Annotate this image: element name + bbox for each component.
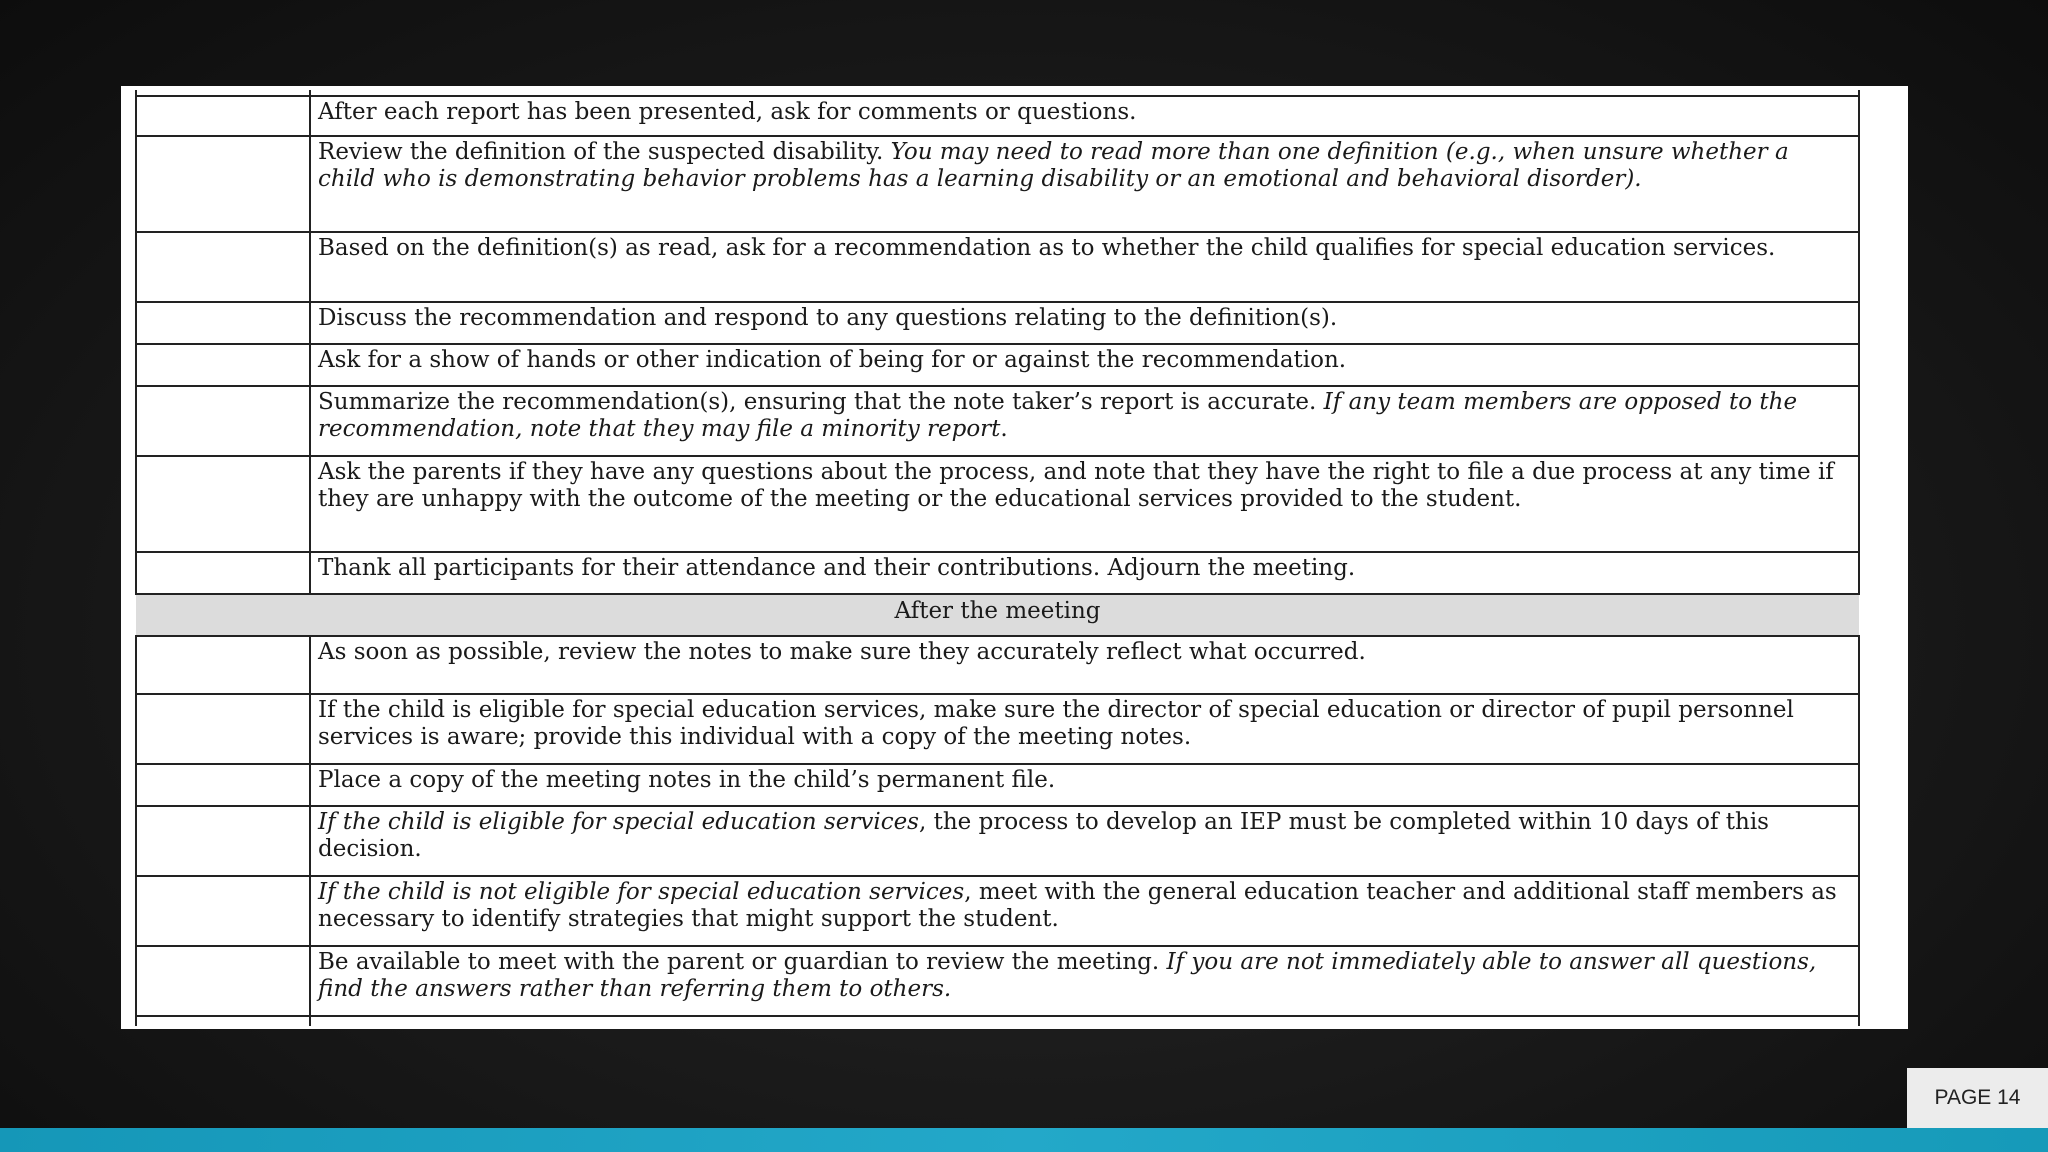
step-text-cell [310,232,1859,302]
step-text-cell [310,552,1859,594]
step-text-italic: If any team members are opposed to the recommendation, note that they may file a minority report [318,389,1798,442]
text-cell [310,1016,1859,1026]
step-text: Ask for a show of hands or other indication of being for or against the recommendation. [318,347,1347,373]
step-text-italic: If the child is not eligible for special education services [318,879,965,905]
step-text: Review the definition of the suspected disability. [318,139,891,165]
step-text-cell [310,876,1859,946]
step-text: Place a copy of the meeting notes in the child’s permanent file. [318,767,1056,793]
step-text-cell [310,694,1859,764]
table-row [136,386,1859,456]
checkbox-cell [136,136,310,232]
table-row [136,636,1859,694]
step-text-cell [310,302,1859,344]
checkbox-cell [136,302,310,344]
step-text: Summarize the recommendation(s), ensuring that the note taker’s report is accurate. [318,389,1324,415]
step-text: If the child is eligible for special education services, make sure the director of special education or director of pupil personnel services is aware; provide this individual with a copy of the meeting notes. [318,697,1794,750]
table-row [136,694,1859,764]
table-row [136,552,1859,594]
step-text: As soon as possible, review the notes to make sure they accurately reflect what occurred. [318,639,1366,665]
table-row [136,302,1859,344]
checkbox-cell [136,552,310,594]
step-text: After each report has been presented, ask for comments or questions. [318,99,1137,125]
step-text-cell [310,806,1859,876]
table-row [136,456,1859,552]
step-text: , meet with the general education teacher and additional staff members as necessary to identify strategies that might support the student. [318,879,1837,932]
checkbox-cell [136,96,310,136]
table-row [136,764,1859,806]
table-row [136,232,1859,302]
checkbox-cell [136,636,310,694]
step-text-cell [310,386,1859,456]
checkbox-cell [136,806,310,876]
checkbox-cell [136,764,310,806]
step-text-italic: You may need to read more than one definition (e.g., when unsure whether a child who is demonstrating behavior problems has a learning disability or an emotional and behavioral disorder). [318,139,1789,192]
step-text-cell [310,946,1859,1016]
section-header-cell [136,594,1859,636]
table-row [136,344,1859,386]
step-text-cell [310,636,1859,694]
checkbox-cell [136,344,310,386]
table-row [136,946,1859,1016]
checkbox-cell [136,232,310,302]
step-text: , the process to develop an IEP must be completed within 10 days of this decision. [318,809,1769,862]
page-number-tab [1907,1068,2048,1128]
step-text-cell [310,96,1859,136]
step-text: . [1000,416,1008,442]
step-text-cell [310,456,1859,552]
step-text: Be available to meet with the parent or guardian to review the meeting. [318,949,1167,975]
checkbox-cell [136,876,310,946]
step-text-cell [310,136,1859,232]
section-header-label: After the meeting [136,598,1859,625]
step-text-italic: If the child is eligible for special education services [318,809,919,835]
step-text: Discuss the recommendation and respond to any questions relating to the definition(s). [318,305,1338,331]
step-text: Thank all participants for their attendance and their contributions. Adjourn the meeting. [318,555,1356,581]
page-number-label: PAGE 14 [1934,1086,2021,1109]
checkbox-cell [136,1016,310,1026]
checkbox-cell [136,456,310,552]
checklist-table [135,90,1860,1026]
step-text: Ask the parents if they have any questions about the process, and note that they have the right to file a due process at any time if they are unhappy with the outcome of the meeting or the educational services provided to the student. [318,459,1834,512]
checkbox-cell [136,946,310,1016]
checkbox-cell [136,386,310,456]
checkbox-cell [136,694,310,764]
accent-bar [0,1128,2048,1152]
table-row [136,96,1859,136]
checklist-table-body [136,90,1859,1026]
step-text: Based on the definition(s) as read, ask for a recommendation as to whether the child qualifies for special education services. [318,235,1776,261]
section-header-row [136,594,1859,636]
table-bottom-edge [136,1016,1859,1026]
step-text-cell [310,344,1859,386]
table-row [136,136,1859,232]
table-row [136,806,1859,876]
step-text-cell [310,764,1859,806]
table-row [136,876,1859,946]
step-text-italic: If you are not immediately able to answer all questions, find the answers rather than referring them to others. [318,949,1817,1002]
document-page [121,86,1908,1029]
